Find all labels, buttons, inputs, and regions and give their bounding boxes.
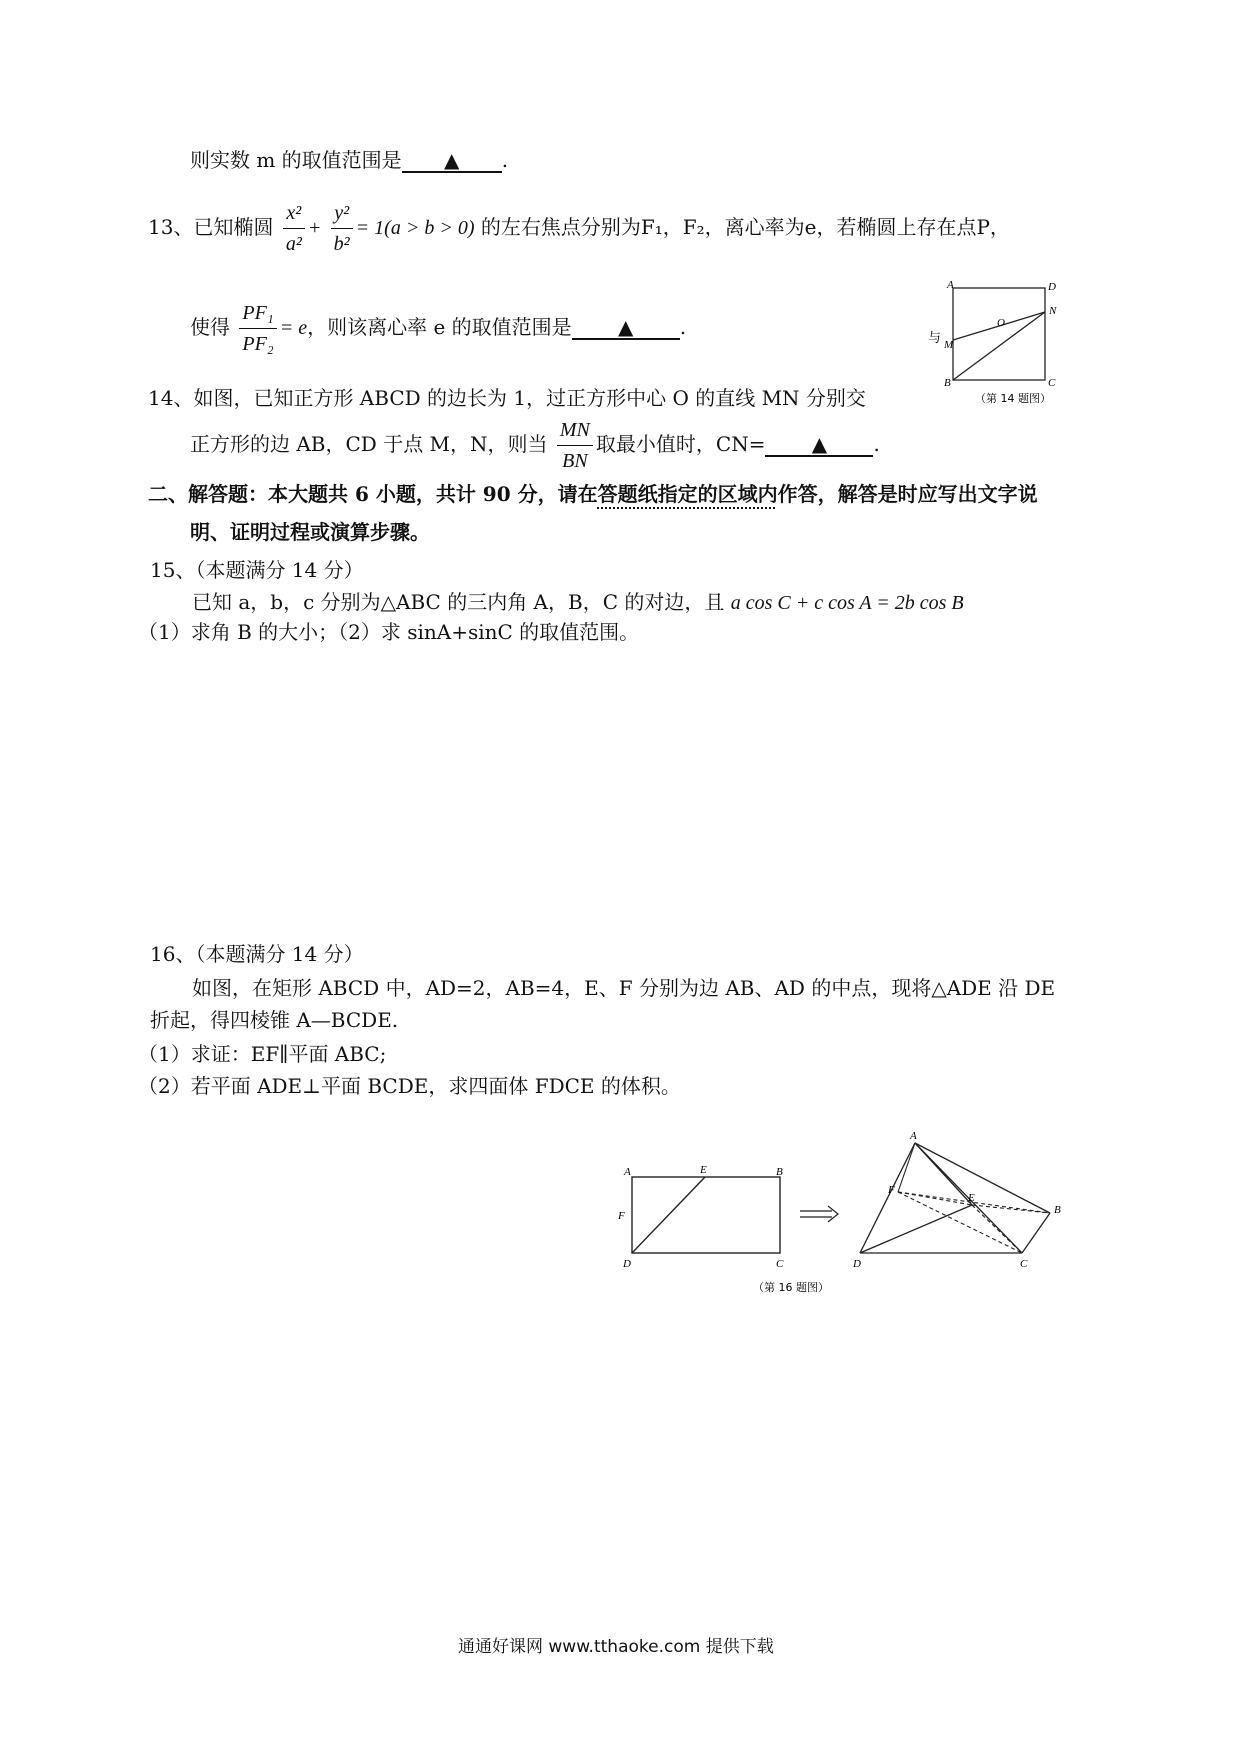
label-e: E (700, 1164, 707, 1176)
label-m: M (944, 339, 954, 351)
ellipse-condition: = 1(a > b > 0) (355, 217, 475, 239)
q12-end: . (501, 148, 509, 172)
q13-line1 (148, 200, 1010, 257)
q16-stem-line2: 折起，得四棱锥 A—BCDE. (150, 1008, 399, 1032)
label-d: D (853, 1258, 861, 1270)
fraction-pf1-pf2: $\frac{\text{PF₁}}{\text{PF₂}}$ (239, 300, 276, 357)
q15-stem (192, 588, 964, 617)
label-f: F (888, 1184, 895, 1196)
label-a: A (947, 279, 954, 291)
label-o: O (997, 317, 1005, 329)
label-c: C (1020, 1258, 1028, 1270)
equals-e: = e (279, 317, 308, 339)
rectangle-abcd-figure (617, 1164, 784, 1270)
q12-tail-text: 则实数 m 的取值范围是 (190, 148, 402, 172)
rectangle-abcd (632, 1177, 780, 1253)
q16-part2: （2）若平面 ADE⊥平面 BCDE，求四面体 FDCE 的体积。 (138, 1074, 681, 1098)
q16-stem-line1: 如图，在矩形 ABCD 中，AD=2，AB=4，E、F 分别为边 AB、AD 的中点，现将△ADE 沿 DE (192, 976, 1056, 1000)
label-d: D (1048, 281, 1056, 293)
page-footer: 通通好课网 www.tthaoke.com 提供下载 (458, 1637, 774, 1657)
label-n: N (1049, 305, 1057, 317)
q13-end: . (679, 315, 687, 339)
q14-line1 (148, 384, 866, 412)
label-d: D (623, 1258, 631, 1270)
q13-post: 的左右焦点分别为F₁，F₂，离心率为e，若椭圆上存在点P， (480, 215, 1010, 239)
q14-line1-text: 如图，已知正方形 ABCD 的边长为 1，过正方形中心 O 的直线 MN 分别交 (193, 386, 866, 410)
label-b: B (944, 377, 951, 389)
q16-figure (610, 1125, 1080, 1300)
label-a: A (624, 1166, 631, 1178)
q13-line2 (190, 300, 686, 357)
side-char: 与 (928, 331, 942, 346)
q13-number: 13、 (148, 215, 194, 239)
section2-heading-line2: 明、证明过程或演算步骤。 (190, 520, 430, 544)
q16-part1: （1）求证：EF∥平面 ABC; (138, 1042, 387, 1066)
q16-title: 16、（本题满分 14 分） (150, 942, 364, 966)
pyramid-abcde-figure (852, 1130, 1061, 1270)
q14-number: 14、 (148, 386, 194, 410)
q13-line2-pre: 使得 (190, 315, 230, 339)
square-abcd (953, 288, 1045, 380)
answer-blank: ▲ (765, 433, 873, 457)
label-f: F (618, 1210, 625, 1222)
section2-text-dotted: 答题纸指定的区域内 (597, 482, 778, 506)
q14-line2-post: 取最小值时，CN= (595, 432, 766, 456)
section2-heading-line1 (148, 480, 1038, 508)
segment-de (632, 1177, 705, 1253)
answer-blank: ▲ (572, 316, 680, 340)
q16-figure-caption: （第 16 题图） (753, 1281, 829, 1294)
q14-figure (925, 278, 1070, 406)
q13-pre: 已知椭圆 (193, 215, 274, 239)
label-a: A (910, 1130, 917, 1142)
section2-text-b: 作答，解答是时应写出文字说 (777, 482, 1038, 506)
label-e: E (968, 1192, 975, 1204)
label-c: C (776, 1258, 784, 1270)
fold-arrow-icon (800, 1206, 838, 1222)
q12-tail-line (190, 146, 508, 174)
plus-sign: + (307, 217, 322, 239)
q13-line2-post: ，则该离心率 e 的取值范围是 (307, 315, 572, 339)
q15-parts: （1）求角 B 的大小；（2）求 sinA+sinC 的取值范围。 (138, 620, 640, 644)
label-c: C (1048, 377, 1056, 389)
q15-title: 15、（本题满分 14 分） (150, 558, 364, 582)
fraction-x2-a2: $\frac{\text{x²}}{\text{a²}}$ (283, 200, 305, 257)
section2-text-a: 二、解答题：本大题共 6 小题，共计 90 分，请在 (148, 482, 598, 506)
q14-line2 (190, 417, 880, 474)
fraction-mn-bn: $\frac{MN}{BN}$ (557, 417, 593, 474)
q14-figure-caption: （第 14 题图） (975, 392, 1051, 405)
q15-equation: a cos C + c cos A = 2b cos B (730, 592, 964, 614)
q15-stem-text: 已知 a，b，c 分别为△ABC 的三内角 A，B，C 的对边，且 (192, 590, 725, 614)
fraction-y2-b2: $\frac{\text{y²}}{\text{b²}}$ (331, 200, 353, 257)
q14-end: . (873, 432, 880, 456)
label-b: B (1054, 1204, 1061, 1216)
label-b: B (776, 1166, 783, 1178)
q14-line2-pre: 正方形的边 AB，CD 于点 M，N，则当 (190, 432, 548, 456)
answer-blank: ▲ (402, 149, 502, 173)
